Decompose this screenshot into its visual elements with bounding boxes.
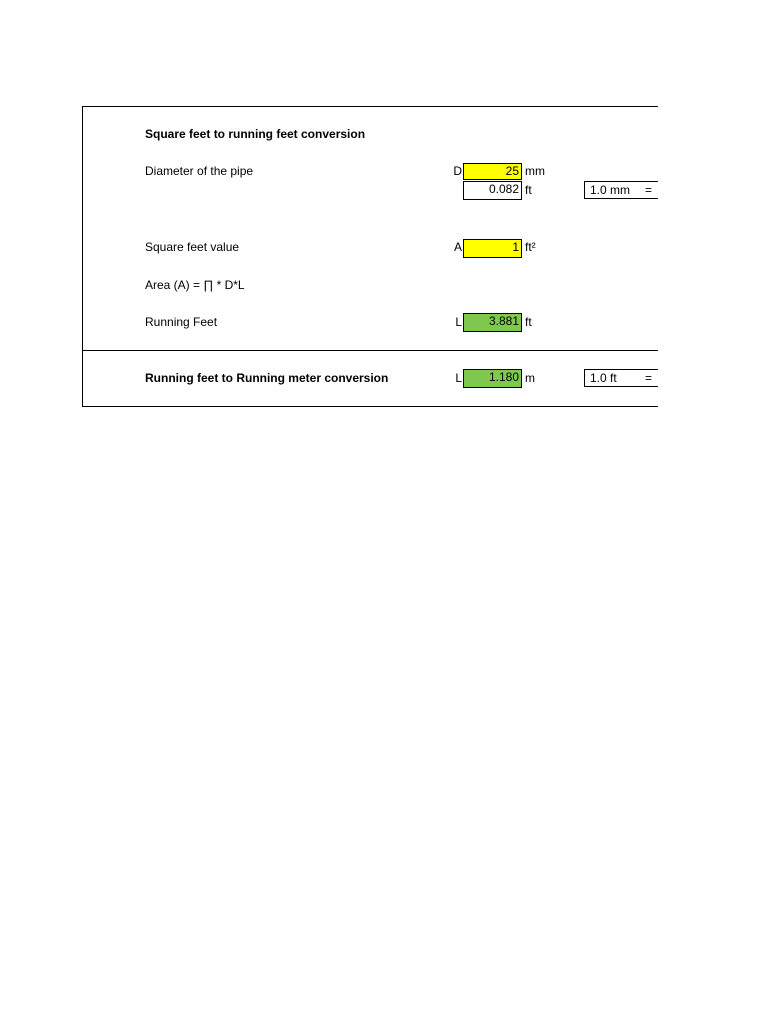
diameter-ft-unit: ft [525,183,532,197]
frame-left-border [82,106,83,407]
diameter-label: Diameter of the pipe [145,164,254,178]
running-meter-result[interactable]: 1.180 [463,369,522,388]
diameter-mm-unit: mm [525,164,545,178]
running-meter-symbol: L [455,371,462,385]
mm-conversion-equals: = [645,183,653,197]
running-feet-symbol: L [455,315,462,329]
frame-bottom-border [82,406,658,407]
running-feet-label: Running Feet [145,315,218,329]
ft-conversion-box[interactable] [584,369,658,387]
square-feet-unit: ft² [525,240,536,254]
area-formula: Area (A) = ∏ * D*L [145,278,245,292]
square-feet-label: Square feet value [145,240,240,254]
square-feet-input[interactable]: 1 [463,239,522,258]
mm-conversion-box[interactable] [584,181,658,199]
sheet-title: Square feet to running feet conversion [145,127,366,141]
ft-conversion-equals: = [645,371,653,385]
running-meter-unit: m [525,371,535,385]
diameter-symbol: D [453,164,462,178]
mm-conversion-label: 1.0 mm [590,183,631,197]
running-meter-label: Running feet to Running meter conversion [145,371,389,385]
running-feet-result[interactable]: 3.881 [463,313,522,332]
square-feet-symbol: A [453,240,462,254]
frame-top-border [82,106,658,107]
section-divider [82,350,658,351]
ft-conversion-label: 1.0 ft [590,371,617,385]
running-feet-unit: ft [525,315,532,329]
diameter-mm-input[interactable]: 25 [463,163,522,180]
diameter-ft-cell[interactable]: 0.082 [463,181,522,200]
